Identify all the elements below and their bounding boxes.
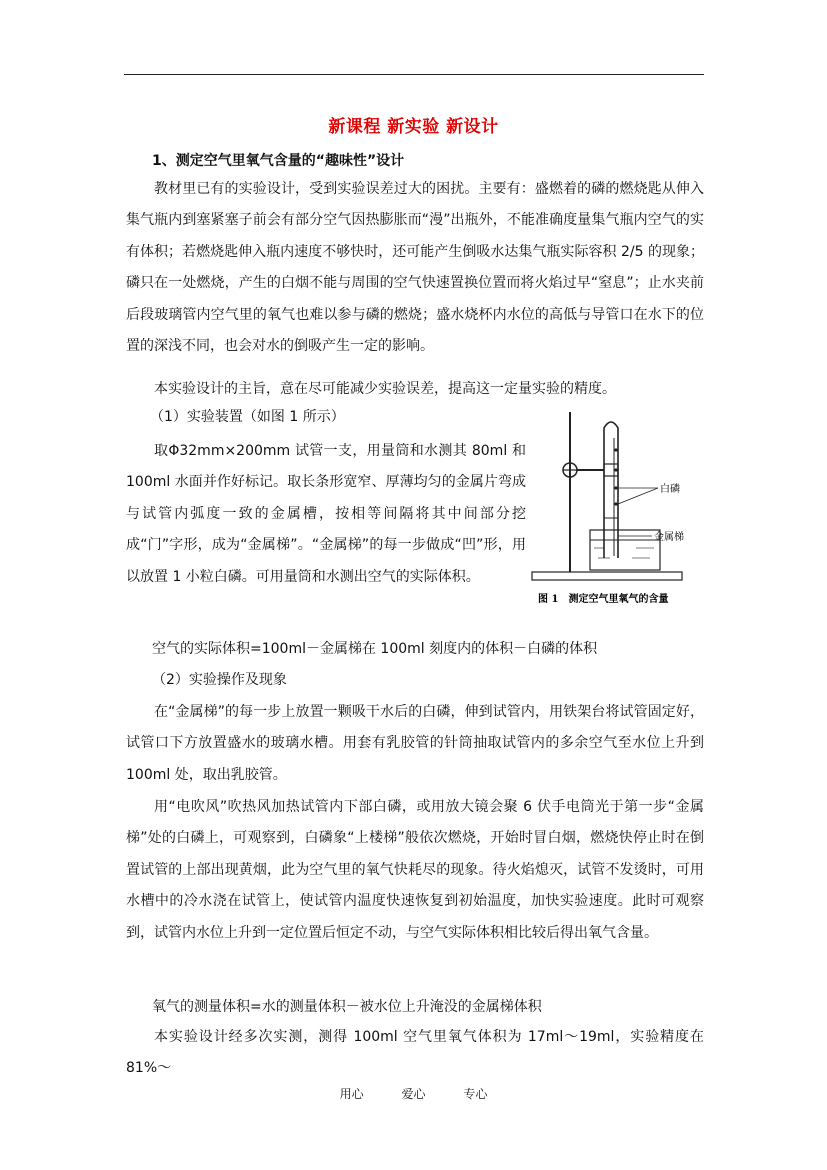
label-ladder: 金属梯 — [654, 532, 684, 543]
stand-base — [532, 572, 682, 580]
header-rule — [124, 74, 704, 75]
paragraph-intro: 教材里已有的实验设计，受到实验误差过大的困扰。主要有：盛燃着的磷的燃烧匙从伸入集气瓶内到塞紧塞子前会有部分空气因热膨胀而“漫”出瓶外，不能准确度量集气瓶内空气的实有体积；若燃烧匙伸入瓶内速度不够快时，还可能产生倒吸水达集气瓶实际容积 2/5 的现象；磷只在一处燃烧，产生的白烟不能与周围的空气快速置换位置而将火焰过早“窒息”；止水夹前后段玻璃管内空气里的氧气也难以参与磷的燃烧；盛水烧杯内水位的高低与导管口在水下的位置的深浅不同，也会对水的倒吸产生一定的影响。 — [126, 181, 704, 355]
paragraph-results: 本实验设计经多次实测，测得 100ml 空气里氧气体积为 17ml～19ml，实验精度在 81%～ — [126, 1029, 704, 1077]
footer-word-3: 专心 — [463, 1087, 488, 1101]
footer-word-2: 爱心 — [401, 1087, 426, 1101]
paragraph-observation: 用“电吹风”吹热风加热试管内下部白磷，或用放大镜会聚 6 伏手电筒光于第一步“金属梯”处的白磷上，可观察到，白磷象“上楼梯”般依次燃烧，开始时冒白烟，燃烧快停止时在倒置试管的上部出现黄烟，此为空气里的氧气快耗尽的现象。待火焰熄灭，试管不发烫时，可用水槽中的冷水浇在试管上，使试管内温度快速恢复到初始温度，加快实验速度。此时可观察到，试管内水位上升到一定位置后恒定不动，与空气实际体积相比较后得出氧气含量。 — [126, 799, 704, 941]
figure-apparatus — [528, 408, 708, 608]
subheading-operation: （2）实验操作及现象 — [152, 672, 287, 688]
subheading-apparatus: （1）实验装置（如图 1 所示） — [150, 409, 345, 425]
label-phosphorus: 白磷 — [660, 484, 680, 495]
formula-oxygen-volume: 氧气的测量体积=水的测量体积－被水位上升淹没的金属梯体积 — [152, 999, 542, 1015]
formula-air-volume: 空气的实际体积=100ml－金属梯在 100ml 刻度内的体积－白磷的体积 — [152, 641, 598, 657]
paragraph-operation: 在“金属梯”的每一步上放置一颗吸干水后的白磷，伸到试管内，用铁架台将试管固定好，试管口下方放置盛水的玻璃水槽。用套有乳胶管的针筒抽取试管内的多余空气至水位上升到 100ml 处，取出乳胶管。 — [126, 704, 704, 783]
apparatus-diagram — [528, 408, 708, 608]
paragraph-purpose: 本实验设计的主旨，意在尽可能减少实验误差，提高这一定量实验的精度。 — [154, 381, 616, 397]
footer-word-1: 用心 — [339, 1087, 364, 1101]
test-tube — [604, 422, 618, 558]
page-footer — [0, 1085, 827, 1102]
paragraph-apparatus: 取Φ32mm×200mm 试管一支，用量筒和水测其 80ml 和 100ml 水面并作好标记。取长条形宽窄、厚薄均匀的金属片弯成与试管内弧度一致的金属槽，按相等间隔将其中间部分挖成“门”字形，成为“金属梯”。“金属梯”的每一步做成“凹”形，用以放置 1 小粒白磷。可用量筒和水测出空气的实际体积。 — [126, 443, 526, 585]
figure-caption: 图 1 测定空气里氧气的含量 — [538, 594, 669, 605]
page-title: 新课程 新实验 新设计 — [328, 117, 499, 137]
section-heading: 1、测定空气里氧气含量的“趣味性”设计 — [152, 153, 405, 169]
